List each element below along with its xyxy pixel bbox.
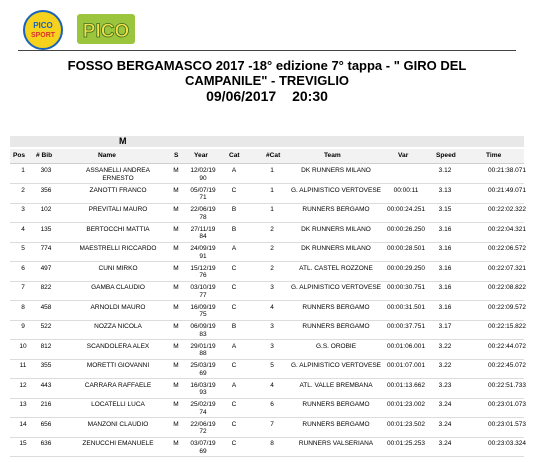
header-var: Var bbox=[398, 152, 409, 159]
cell-team: DK RUNNERS MILANO bbox=[301, 167, 371, 174]
cell-pos: 9 bbox=[21, 323, 25, 330]
cell-cat: C bbox=[231, 401, 237, 408]
cell-pos: 10 bbox=[19, 342, 27, 350]
cell-team: RUNNERS BERGAMO bbox=[302, 323, 370, 330]
category-section-label: M bbox=[119, 136, 127, 146]
cell-year: 22/06/19 72 bbox=[190, 420, 216, 435]
cell-speed: 3.17 bbox=[438, 323, 452, 330]
svg-text:PICO: PICO bbox=[82, 21, 130, 42]
header-bib: # Bib bbox=[36, 152, 53, 159]
cell-cat-rank: 1 bbox=[270, 186, 274, 194]
cell-cat: C bbox=[231, 420, 237, 428]
header-cat-rank: #Cat bbox=[266, 152, 281, 159]
cell-bib: 303 bbox=[40, 167, 52, 174]
cell-name: MORETTI GIOVANNI bbox=[86, 362, 150, 369]
cell-name: ZANOTTI FRANCO bbox=[89, 186, 147, 194]
cell-year: 15/12/19 76 bbox=[190, 264, 216, 279]
table-row bbox=[10, 379, 524, 399]
cell-bib: 135 bbox=[40, 225, 52, 233]
cell-pos: 11 bbox=[19, 362, 27, 369]
table-row bbox=[10, 262, 524, 282]
cell-cat: B bbox=[231, 206, 237, 213]
cell-cat-rank: 2 bbox=[270, 225, 274, 233]
cell-team: RUNNERS BERGAMO bbox=[302, 303, 370, 311]
cell-sex: M bbox=[173, 440, 179, 447]
cell-bib: 356 bbox=[40, 186, 52, 194]
cell-cat-rank: 4 bbox=[270, 381, 274, 389]
cell-sex: M bbox=[173, 381, 179, 389]
cell-team: DK RUNNERS MILANO bbox=[301, 225, 371, 233]
cell-cat: A bbox=[231, 342, 237, 350]
table-row bbox=[10, 359, 524, 379]
cell-var: 00:00:26.250 bbox=[387, 225, 425, 233]
table-row bbox=[10, 437, 524, 457]
cell-team: G. ALPINISTICO VERTOVESE bbox=[290, 186, 382, 194]
cell-cat-rank: 3 bbox=[270, 284, 274, 291]
cell-var: 00:01:13.662 bbox=[387, 381, 425, 389]
cell-cat: A bbox=[231, 167, 237, 174]
cell-name: GAMBA CLAUDIO bbox=[91, 284, 145, 291]
table-row bbox=[10, 184, 524, 204]
cell-time: 00:23:03.324 bbox=[488, 440, 526, 447]
cell-time: 00:22:44.072 bbox=[488, 342, 526, 350]
cell-sex: M bbox=[173, 206, 179, 213]
header-year: Year bbox=[194, 152, 208, 159]
cell-team: RUNNERS BERGAMO bbox=[302, 206, 370, 213]
cell-team: RUNNERS VALSERIANA bbox=[298, 440, 374, 447]
cell-time: 00:21:49.071 bbox=[488, 186, 526, 194]
cell-team: ATL. VALLE BREMBANA bbox=[299, 381, 373, 389]
table-row bbox=[10, 281, 524, 301]
cell-speed: 3.22 bbox=[438, 362, 452, 369]
cell-cat-rank: 3 bbox=[270, 342, 274, 350]
cell-time: 00:23:01.573 bbox=[488, 420, 526, 428]
cell-sex: M bbox=[173, 420, 179, 428]
cell-speed: 3.23 bbox=[438, 381, 452, 389]
cell-bib: 216 bbox=[40, 401, 52, 408]
cell-team: G.S. OROBIE bbox=[315, 342, 357, 350]
table-row bbox=[10, 418, 524, 438]
cell-time: 00:22:07.321 bbox=[488, 264, 526, 272]
cell-cat: C bbox=[231, 362, 237, 369]
cell-name: BERTOCCHI MATTIA bbox=[86, 225, 150, 233]
race-title-line2: CAMPANILE" - TREVIGLIO bbox=[184, 73, 350, 88]
cell-cat-rank: 6 bbox=[270, 401, 274, 408]
table-row bbox=[10, 242, 524, 262]
table-row bbox=[10, 301, 524, 321]
cell-year: 03/07/19 69 bbox=[190, 440, 216, 455]
cell-year: 22/06/19 78 bbox=[190, 206, 216, 221]
cell-time: 00:23:01.073 bbox=[488, 401, 526, 408]
cell-pos: 6 bbox=[21, 264, 25, 272]
header-cat: Cat bbox=[229, 152, 240, 159]
cell-cat-rank: 7 bbox=[270, 420, 274, 428]
cell-bib: 822 bbox=[40, 284, 52, 291]
cell-cat: C bbox=[231, 303, 237, 311]
cell-cat-rank: 2 bbox=[270, 245, 274, 252]
cell-name: MANZONI CLAUDIO bbox=[87, 420, 149, 428]
cell-var: 00:00:30.751 bbox=[387, 284, 425, 291]
race-title-line1: FOSSO BERGAMASCO 2017 -18° edizione 7° tappa - " GIRO DEL bbox=[67, 58, 467, 73]
cell-name: CARRARA RAFFAELE bbox=[84, 381, 152, 389]
svg-text:PICO: PICO bbox=[33, 21, 53, 30]
cell-pos: 7 bbox=[21, 284, 25, 291]
cell-pos: 5 bbox=[21, 245, 25, 252]
cell-cat: A bbox=[231, 245, 237, 252]
cell-year: 16/03/19 93 bbox=[190, 381, 216, 396]
cell-year: 29/01/19 88 bbox=[190, 342, 216, 357]
cell-var: 00:00:11 bbox=[393, 186, 419, 194]
cell-pos: 13 bbox=[19, 401, 27, 408]
cell-bib: 458 bbox=[40, 303, 52, 311]
cell-speed: 3.16 bbox=[438, 303, 452, 311]
cell-speed: 3.16 bbox=[438, 264, 452, 272]
table-row bbox=[10, 340, 524, 360]
cell-speed: 3.16 bbox=[438, 245, 452, 252]
cell-team: RUNNERS BERGAMO bbox=[302, 420, 370, 428]
cell-cat-rank: 8 bbox=[270, 440, 274, 447]
cell-year: 25/03/19 69 bbox=[190, 362, 216, 377]
cell-sex: M bbox=[173, 342, 179, 350]
cell-pos: 4 bbox=[21, 225, 25, 233]
header-team: Team bbox=[324, 152, 341, 159]
cell-year: 06/09/19 83 bbox=[190, 323, 216, 338]
cell-pos: 14 bbox=[19, 420, 27, 428]
cell-pos: 1 bbox=[21, 167, 25, 174]
cell-team: RUNNERS BERGAMO bbox=[302, 401, 370, 408]
table-row bbox=[10, 223, 524, 243]
cell-sex: M bbox=[173, 245, 179, 252]
cell-bib: 497 bbox=[40, 264, 52, 272]
cell-sex: M bbox=[173, 225, 179, 233]
cell-var: 00:01:25.253 bbox=[387, 440, 425, 447]
cell-cat: A bbox=[231, 381, 237, 389]
cell-team: DK RUNNERS MILANO bbox=[301, 245, 371, 252]
header-sex: S bbox=[174, 152, 179, 159]
cell-sex: M bbox=[173, 323, 179, 330]
cell-pos: 15 bbox=[19, 440, 27, 447]
pico-sport-logo bbox=[18, 10, 68, 50]
header-speed: Speed bbox=[436, 152, 456, 159]
table-header bbox=[10, 149, 524, 164]
svg-text:SPORT: SPORT bbox=[30, 32, 56, 39]
cell-name: SCANDOLERA ALEX bbox=[86, 342, 150, 350]
cell-speed: 3.16 bbox=[438, 284, 452, 291]
cell-cat: B bbox=[231, 323, 237, 330]
cell-bib: 102 bbox=[40, 206, 52, 213]
table-row bbox=[10, 203, 524, 223]
cell-cat: C bbox=[231, 284, 237, 291]
table-row bbox=[10, 398, 524, 418]
cell-time: 00:22:06.572 bbox=[488, 245, 526, 252]
cell-year: 16/09/19 75 bbox=[190, 303, 216, 318]
cell-sex: M bbox=[173, 167, 179, 174]
cell-cat: C bbox=[231, 440, 237, 447]
cell-bib: 636 bbox=[40, 440, 52, 447]
cell-year: 25/02/19 74 bbox=[190, 401, 216, 416]
header-time: Time bbox=[486, 152, 502, 159]
cell-team: ATL. CASTEL ROZZONE bbox=[299, 264, 373, 272]
cell-pos: 8 bbox=[21, 303, 25, 311]
cell-team: G. ALPINISTICO VERTOVESE bbox=[290, 362, 382, 369]
cell-time: 00:22:09.572 bbox=[488, 303, 526, 311]
cell-var: 00:00:37.751 bbox=[387, 323, 425, 330]
cell-year: 27/11/19 84 bbox=[190, 225, 216, 240]
cell-cat: B bbox=[231, 225, 237, 233]
cell-bib: 522 bbox=[40, 323, 52, 330]
cell-pos: 12 bbox=[19, 381, 27, 389]
cell-cat-rank: 1 bbox=[270, 206, 274, 213]
cell-var: 00:00:31.501 bbox=[387, 303, 425, 311]
cell-time: 00:21:38.071 bbox=[488, 167, 526, 174]
cell-sex: M bbox=[173, 264, 179, 272]
cell-time: 00:22:02.322 bbox=[488, 206, 526, 213]
cell-name: PREVITALI MAURO bbox=[88, 206, 148, 213]
cell-year: 03/10/19 77 bbox=[190, 284, 216, 299]
cell-var: 00:01:07.001 bbox=[387, 362, 425, 369]
cell-cat-rank: 2 bbox=[270, 264, 274, 272]
race-datetime bbox=[0, 89, 534, 104]
table-row bbox=[10, 164, 524, 184]
cell-time: 00:22:08.822 bbox=[488, 284, 526, 291]
cell-name: ARNOLDI MAURO bbox=[90, 303, 146, 311]
cell-name: ASSANELLI ANDREA ERNESTO bbox=[86, 167, 150, 182]
cell-sex: M bbox=[173, 303, 179, 311]
cell-speed: 3.12 bbox=[438, 167, 452, 174]
cell-speed: 3.15 bbox=[438, 206, 452, 213]
header-pos: Pos bbox=[13, 152, 26, 159]
cell-pos: 3 bbox=[21, 206, 25, 213]
cell-bib: 355 bbox=[40, 362, 52, 369]
cell-time: 00:22:45.072 bbox=[488, 362, 526, 369]
pico-logo bbox=[76, 10, 136, 48]
cell-year: 05/07/19 71 bbox=[190, 186, 216, 201]
race-date: 09/06/2017 bbox=[206, 88, 277, 104]
cell-bib: 443 bbox=[40, 381, 52, 389]
category-section-bar bbox=[10, 136, 524, 147]
cell-name: LOCATELLI LUCA bbox=[91, 401, 145, 408]
cell-time: 00:22:51.733 bbox=[488, 381, 526, 389]
table-row bbox=[10, 320, 524, 340]
cell-bib: 774 bbox=[40, 245, 52, 252]
cell-speed: 3.22 bbox=[438, 342, 452, 350]
cell-cat-rank: 4 bbox=[270, 303, 274, 311]
cell-var: 00:01:06.001 bbox=[387, 342, 425, 350]
cell-team: G. ALPINISTICO VERTOVESE bbox=[290, 284, 382, 291]
cell-name: ZENUCCHI EMANUELE bbox=[82, 440, 154, 447]
cell-cat: C bbox=[231, 186, 237, 194]
cell-bib: 812 bbox=[40, 342, 52, 350]
cell-sex: M bbox=[173, 401, 179, 408]
cell-pos: 2 bbox=[21, 186, 25, 194]
cell-cat-rank: 5 bbox=[270, 362, 274, 369]
cell-year: 24/09/19 91 bbox=[190, 245, 216, 260]
cell-speed: 3.24 bbox=[438, 401, 452, 408]
cell-time: 00:22:04.321 bbox=[488, 225, 526, 233]
cell-sex: M bbox=[173, 362, 179, 369]
cell-var: 00:00:29.250 bbox=[387, 264, 425, 272]
cell-cat-rank: 3 bbox=[270, 323, 274, 330]
header-rule bbox=[18, 50, 516, 51]
header-name: Name bbox=[98, 152, 116, 159]
cell-var: 00:01:23.002 bbox=[387, 401, 425, 408]
cell-speed: 3.24 bbox=[438, 440, 452, 447]
cell-var: 00:01:23.502 bbox=[387, 420, 425, 428]
cell-speed: 3.16 bbox=[438, 225, 452, 233]
cell-speed: 3.13 bbox=[438, 186, 452, 194]
cell-var: 00:00:24.251 bbox=[387, 206, 425, 213]
race-time: 20:30 bbox=[292, 88, 328, 104]
cell-sex: M bbox=[173, 284, 179, 291]
cell-bib: 656 bbox=[40, 420, 52, 428]
cell-time: 00:22:15.822 bbox=[488, 323, 526, 330]
cell-speed: 3.24 bbox=[438, 420, 452, 428]
cell-year: 12/02/19 90 bbox=[190, 167, 216, 182]
cell-name: MAESTRELLI RICCARDO bbox=[79, 245, 157, 252]
cell-var: 00:00:28.501 bbox=[387, 245, 425, 252]
cell-name: CUNI MIRKO bbox=[98, 264, 138, 272]
cell-cat: C bbox=[231, 264, 237, 272]
cell-sex: M bbox=[173, 186, 179, 194]
cell-cat-rank: 1 bbox=[270, 167, 274, 174]
cell-name: NOZZA NICOLA bbox=[94, 323, 142, 330]
